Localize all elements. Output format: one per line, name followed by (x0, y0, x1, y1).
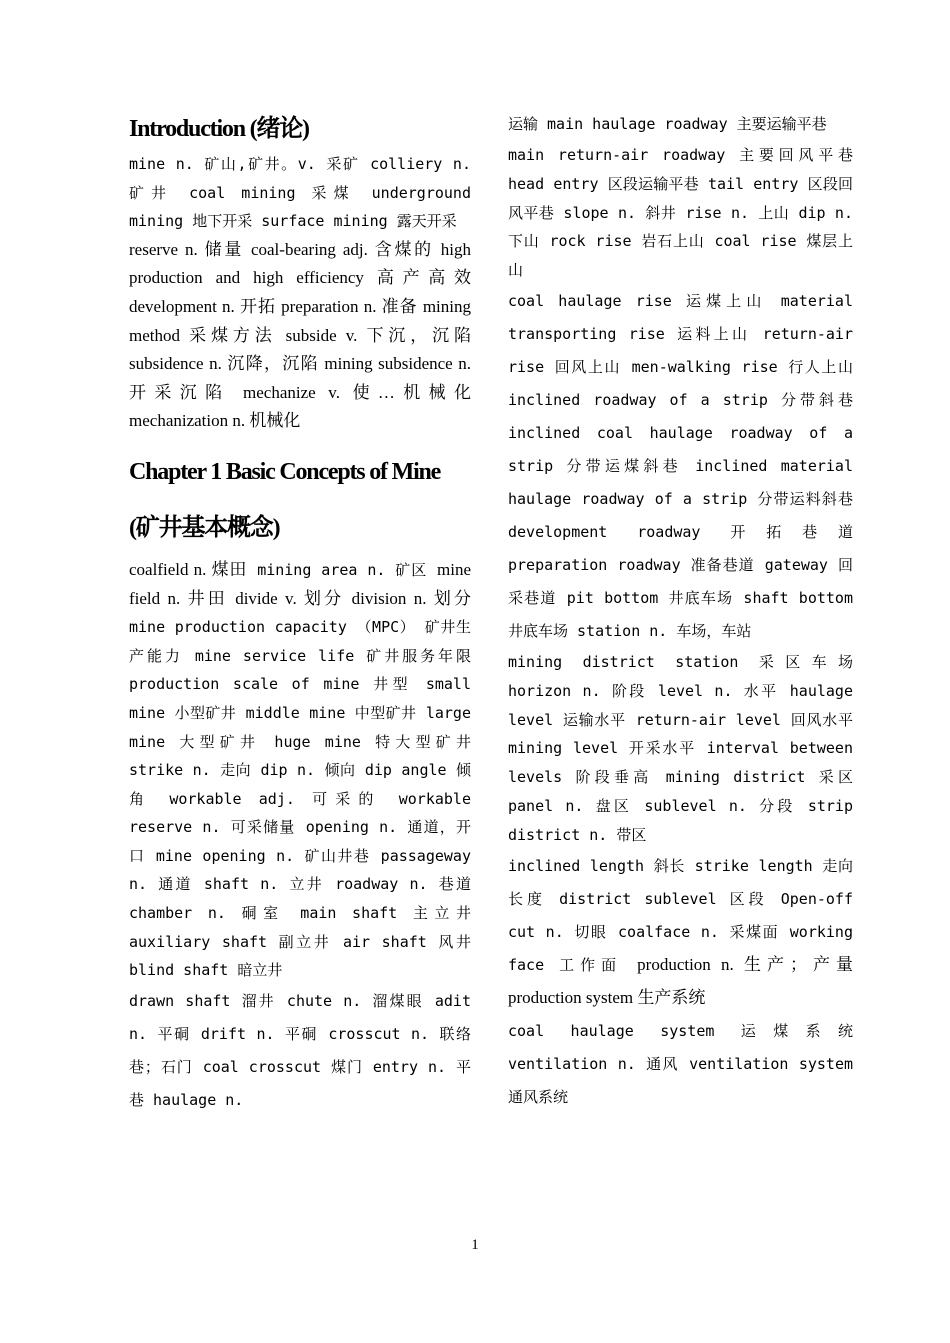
right-terms-block-6: coal haulage system 运煤系统 ventilation n. 通风 ventilation system 通风系统 (508, 1021, 853, 1106)
chapter1-heading-subtitle: (矿井基本概念) (129, 514, 280, 541)
intro-heading: Introduction (绪论) (129, 116, 309, 142)
right-terms-block-4: mining district station 采区车场 horizon n. 阶段 level n. 水平 haulage level 运输水平 return-air level 回风水平 mining level 开采水平 interval between levels 阶段垂高 mining district 采区 panel n. 盘区 sublevel n. 分段 strip district n. 带区 (508, 652, 853, 844)
right-terms-block-5 (508, 850, 853, 1015)
chapter1-terms-block-2: drawn shaft 溜井 chute n. 溜煤眼 adit n. 平硐 drift n. 平硐 crosscut n. 联络巷；石门 coal crosscut 煤门 entry n. 平巷 haulage n. (129, 991, 471, 1109)
right-terms-block-3: coal haulage rise 运煤上山 material transporting rise 运料上山 return-air rise 回风上山 men-walking rise 行人上山 inclined roadway of a strip 分带斜巷 inclined coal haulage roadway of a strip 分带运煤斜巷 inclined material haulage roadway of a strip 分带运料斜巷 development roadway 开拓巷道 preparation roadway 准备巷道 gateway 回采巷道 pit bottom 井底车场 shaft bottom 井底车场 station n. 车场，车站 (508, 291, 853, 640)
right-terms-block-2: main return-air roadway 主要回风平巷 head entry 区段运输平巷 tail entry 区段回风平巷 slope n. 斜井 rise n. 上山 dip n. 下山 rock rise 岩石上山 coal rise 煤层上山 (508, 146, 853, 280)
term-coalfield: coalfield n. 煤田 (129, 559, 248, 579)
term-mining-area: mining area n. 矿区 (257, 560, 428, 579)
chapter1-heading (129, 444, 471, 556)
right-column (508, 108, 853, 1114)
chapter1-terms-block-1 (129, 556, 471, 985)
page-number: 1 (471, 1237, 479, 1253)
term-mine-field: mine field n. 井田 divide v. 划分 division n. 划分 (129, 559, 472, 608)
right-terms-block-1: 运输 main haulage roadway 主要运输平巷 (508, 115, 827, 133)
intro-terms-serif: reserve n. 储量 coal-bearing adj. 含煤的 high production and high efficiency 高产高效 development n. 开拓 preparation n. 准备 mining method 采煤方法 subside v. 下沉，沉陷 subsidence n. 沉降，沉陷 mining subsidence n. 开采沉陷 mechanize v. 使…机械化 mechanization n. 机械化 (129, 239, 471, 431)
intro-terms-mono: mine n. 矿山,矿井。v. 采矿 colliery n. 矿井 coal mining 采煤 underground mining 地下开采 surface mining 露天开采 (129, 155, 471, 231)
terms-inclined-length: inclined length 斜长 strike length 走向长度 district sublevel 区段 Open-off cut n. 切眼 coalface n. 采煤面 working face 工作面 (508, 856, 853, 974)
left-column (129, 108, 471, 1117)
terms-mine-production: mine production capacity （MPC） 矿井生产能力 mine service life 矿井服务年限 production scale of mine 井型 small mine 小型矿井 middle mine 中型矿井 large mine 大型矿井 huge mine 特大型矿井 strike n. 走向 dip n. 倾向 dip angle 倾角 workable adj. 可采的 workable reserve n. 可采储量 opening n. 通道，开口 mine opening n. 矿山井巷 passageway n. 通道 shaft n. 立井 roadway n. 巷道 chamber n. 硐室 main shaft 主立井 auxiliary shaft 副立井 air shaft 风井 blind shaft 暗立井 (129, 618, 471, 980)
chapter1-heading-title: Chapter 1 Basic Concepts of Mine (129, 458, 441, 485)
terms-production: production n. 生产；产量 production system 生产系统 (508, 954, 854, 1007)
